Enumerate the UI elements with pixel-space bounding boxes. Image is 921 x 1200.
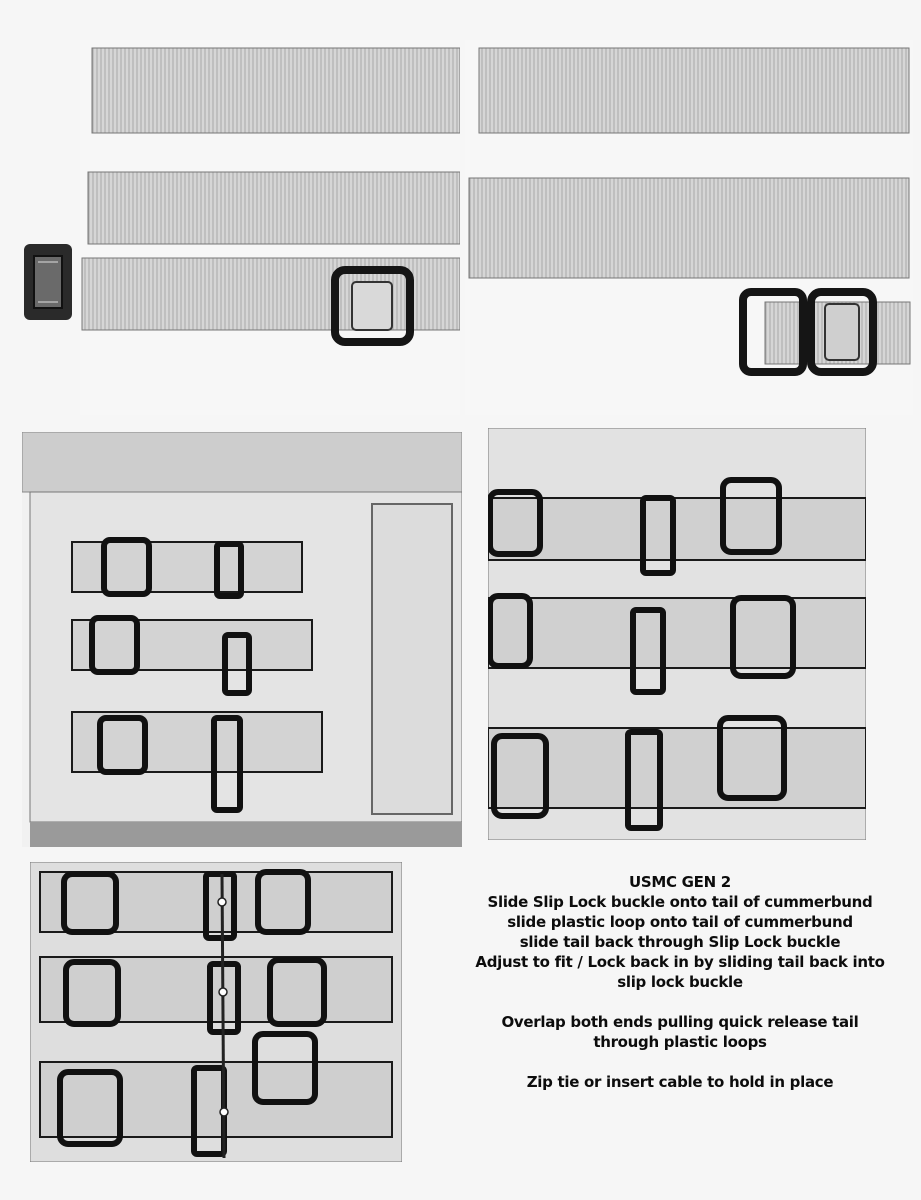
instruction-text-block: [470, 872, 890, 1092]
photo-overlapped-ends-tied: [30, 862, 402, 1162]
instruction-step-6: Zip tie or insert cable to hold in place: [526, 1073, 834, 1091]
slip-lock-buckle-loose: [20, 240, 80, 325]
instruction-step-2: slide plastic loop onto tail of cummerbund: [507, 913, 853, 931]
spacer: [470, 992, 890, 1012]
cummerbund-illustration: [30, 862, 402, 1162]
instruction-step-5b: through plastic loops: [593, 1033, 767, 1051]
buckle-icon: [20, 240, 80, 325]
instruction-step-5a: Overlap both ends pulling quick release tail: [501, 1013, 859, 1031]
instruction-step-3: slide tail back through Slip Lock buckle: [519, 933, 841, 951]
strap-illustration: [465, 40, 913, 415]
strap-illustration: [80, 40, 460, 415]
instruction-step-1: Slide Slip Lock buckle onto tail of cummerbund: [487, 893, 873, 911]
instruction-step-4b: slip lock buckle: [617, 973, 743, 991]
photo-slip-lock-buckle-separate: [80, 40, 460, 415]
photo-cummerbund-side-two: [488, 428, 866, 840]
instruction-heading: USMC GEN 2: [629, 873, 731, 891]
photo-cummerbund-side-one: [22, 432, 462, 847]
instruction-step-4a: Adjust to fit / Lock back in by sliding tail back into: [475, 953, 885, 971]
cummerbund-illustration: [488, 428, 866, 840]
photo-buckle-and-loop-on-tail: [465, 40, 913, 415]
spacer: [470, 1052, 890, 1072]
cummerbund-illustration: [22, 432, 462, 847]
